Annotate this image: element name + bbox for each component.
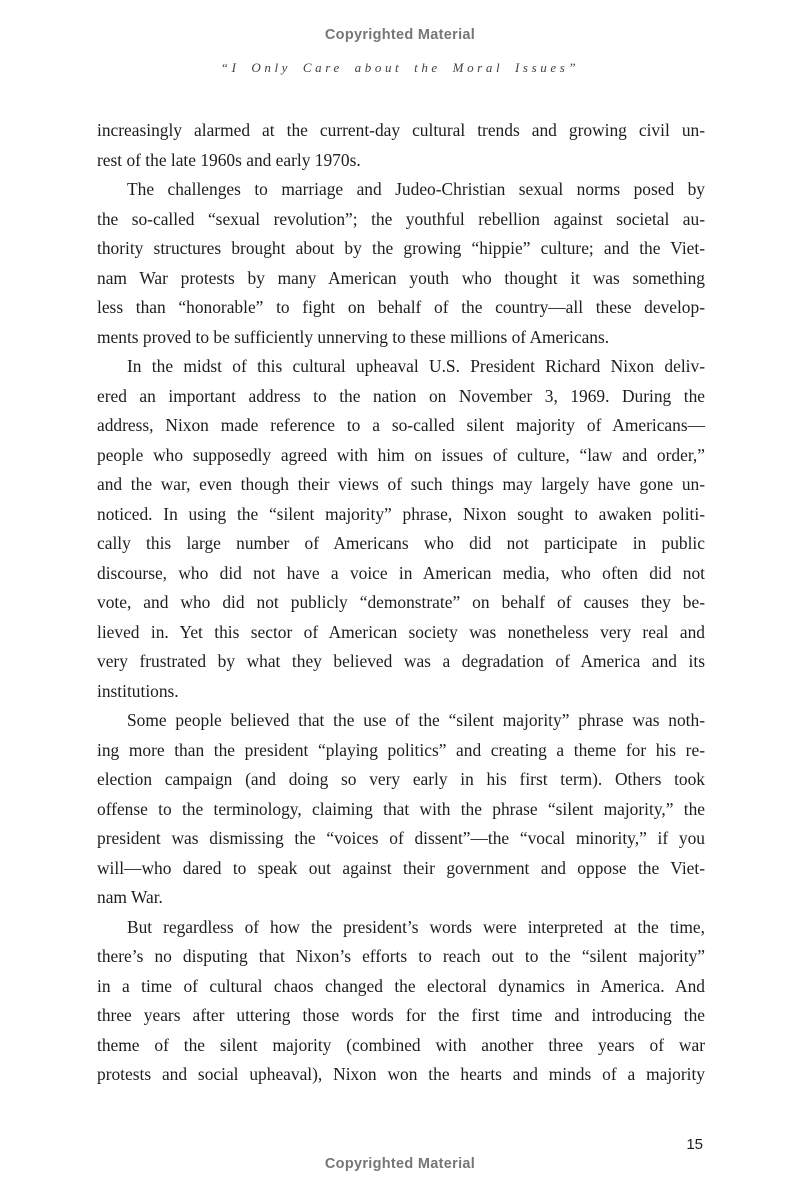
text-line: there’s no disputing that Nixon’s efforts to reach out to the “silent majority” [97, 946, 705, 966]
text-line: rest of the late 1960s and early 1970s. [97, 149, 361, 170]
text-line: offense to the terminology, claiming that with the phrase “silent majority,” the [97, 798, 705, 819]
text-line: will—who dared to speak out against their government and oppose the Viet- [97, 857, 705, 878]
text-line: less than “honorable” to fight on behalf of the country—all these develop- [97, 297, 705, 317]
text-line: the so-called “sexual revolution”; the youthful rebellion against societal au- [97, 208, 705, 229]
text-line: The challenges to marriage and Judeo-Christian sexual norms posed by [127, 179, 705, 199]
text-line: in a time of cultural chaos changed the electoral dynamics in America. And [97, 975, 705, 996]
text-line: discourse, who did not have a voice in American media, who often did not [97, 562, 705, 583]
text-line: election campaign (and doing so very early in his first term). Others took [97, 769, 705, 789]
text-line: theme of the silent majority (combined with another three years of war [97, 1034, 705, 1055]
text-line: protests and social upheaval), Nixon won the hearts and minds of a majority [97, 1064, 705, 1084]
text-line: and the war, even though their views of such things may largely have gone un- [97, 474, 705, 494]
text-line: But regardless of how the president’s words were interpreted at the time, [127, 916, 705, 937]
running-header: “I Only Care about the Moral Issues” [220, 60, 580, 75]
text-line: cally this large number of Americans who did not participate in public [97, 533, 705, 553]
text-line: president was dismissing the “voices of dissent”—the “vocal minority,” if you [97, 828, 705, 848]
text-line: people who supposedly agreed with him on issues of culture, “law and order,” [97, 444, 705, 465]
text-line: very frustrated by what they believed was a degradation of America and its [97, 651, 705, 671]
text-line: ments proved to be sufficiently unnerving to these millions of Americans. [97, 326, 610, 347]
page-number: 15 [686, 1136, 703, 1153]
text-line: ing more than the president “playing politics” and creating a theme for his re- [97, 739, 705, 760]
text-line: increasingly alarmed at the current-day cultural trends and growing civil un- [97, 120, 705, 140]
text-line: thority structures brought about by the growing “hippie” culture; and the Viet- [97, 238, 705, 258]
text-line: nam War. [97, 887, 163, 907]
bottom-copyright-notice: Copyrighted Material [324, 1156, 476, 1172]
text-line: address, Nixon made reference to a so-called silent majority of Americans— [97, 415, 705, 435]
text-line: ered an important address to the nation on November 3, 1969. During the [97, 385, 705, 406]
text-line: nam War protests by many American youth who thought it was something [97, 267, 705, 288]
text-line: three years after uttering those words for the first time and introducing the [97, 1005, 705, 1025]
text-line: vote, and who did not publicly “demonstrate” on behalf of causes they be- [97, 592, 705, 612]
text-line: In the midst of this cultural upheaval U.S. President Richard Nixon deliv- [127, 356, 705, 376]
text-line: lieved in. Yet this sector of American society was nonetheless very real and [97, 621, 705, 642]
body-text [97, 116, 705, 1090]
top-copyright-notice: Copyrighted Material [324, 27, 476, 43]
text-line: Some people believed that the use of the “silent majority” phrase was noth- [127, 710, 705, 730]
text-line: noticed. In using the “silent majority” phrase, Nixon sought to awaken politi- [97, 503, 705, 524]
text-line: institutions. [97, 680, 179, 701]
